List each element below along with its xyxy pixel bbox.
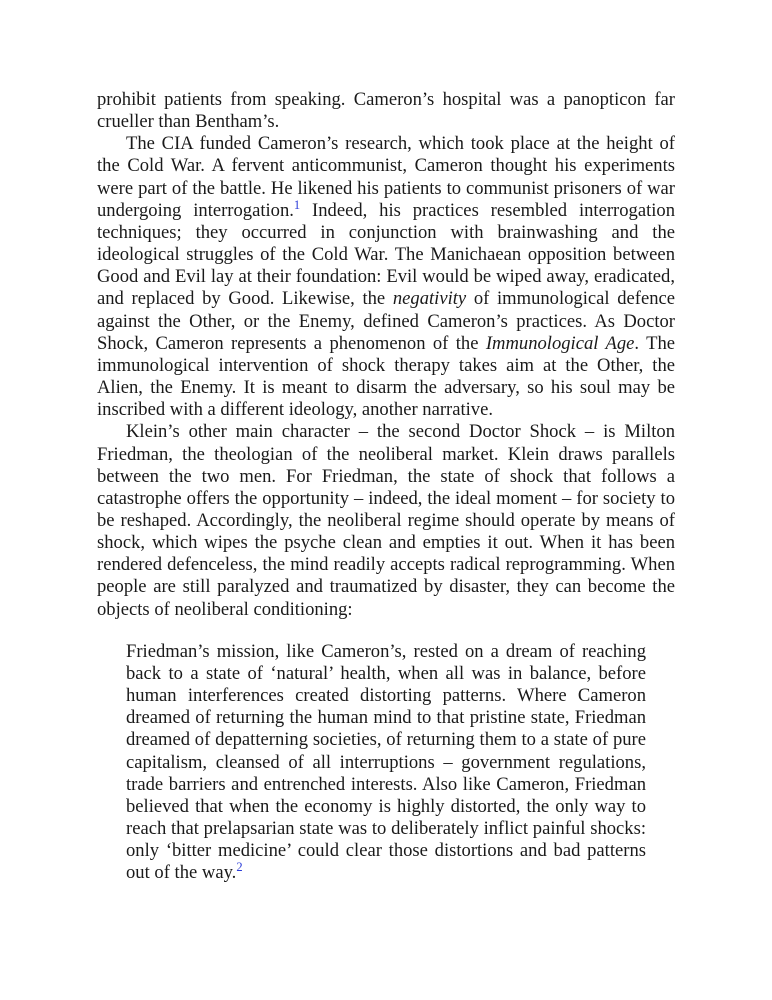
text-segment: The CIA funded Cameron’s research, which took place at the height of the Cold War. A fervent anticommunist, Cameron thought his experiments were part of the battle. He likened his patients to communist prisoners of war undergoing interrogation. — [97, 133, 675, 221]
paragraph-continuation — [97, 89, 675, 133]
text-segment: of immunological defence against the Other, or the Enemy, defined Cameron’s practices. As Doctor Shock, Cameron represents a phenomenon of the — [97, 288, 676, 354]
footnote-ref-1[interactable]: 1 — [293, 197, 301, 212]
block-quote — [126, 641, 646, 885]
emphasis-negativity: negativity — [392, 288, 467, 310]
text-segment: Indeed, his practices resembled interrogation techniques; they occurred in conjunction with brainwashing and the ideological struggles of the Cold War. The Manichaean opposition between Good and Evil lay at their foundation: Evil would be wiped away, eradicated, and replaced by Good. Likewise, the — [97, 199, 675, 310]
text-segment: Friedman’s mission, like Cameron’s, rested on a dream of reaching back to a state of ‘natural’ health, when all was in balance, before human interferences created distorting patterns. Where Cameron dreamed of returning the human mind to that pristine state, Friedman dreamed of depatterning societies, of returning them to a state of pure capitalism, cleansed of all interruptions – government regulations, trade barriers and entrenched interests. Also like Cameron, Friedman believed that when the economy is highly distorted, the only way to reach that prelapsarian state was to deliberately inflict painful shocks: only ‘bitter medicine’ could clear those distortions and bad patterns out of the way. — [126, 640, 646, 884]
text-segment: . The immunological intervention of shock therapy takes aim at the Other, the Alien, the Enemy. It is meant to disarm the adversary, so his soul may be inscribed with a different ideology, another narrative. — [97, 332, 675, 421]
page-body — [97, 89, 675, 884]
text-segment: Klein’s other main character – the second Doctor Shock – is Milton Friedman, the theologian of the neoliberal market. Klein draws parallels between the two men. For Friedman, the state of shock that follows a catastrophe offers the opportunity – indeed, the ideal moment – for society to be reshaped. Accordingly, the neoliberal regime should operate by means of shock, which wipes the psyche clean and empties it out. When it has been rendered defenceless, the mind readily accepts radical reprogramming. When people are still paralyzed and traumatized by disaster, they can become the objects of neoliberal conditioning: — [97, 421, 675, 620]
text-segment: prohibit patients from speaking. Cameron’s hospital was a panopticon far crueller than Bentham’s. — [97, 89, 675, 133]
footnote-ref-2[interactable]: 2 — [236, 860, 243, 875]
paragraph-friedman — [97, 421, 675, 620]
emphasis-immunological-age: Immunological Age — [485, 332, 635, 354]
paragraph-cia-funding — [97, 133, 675, 421]
